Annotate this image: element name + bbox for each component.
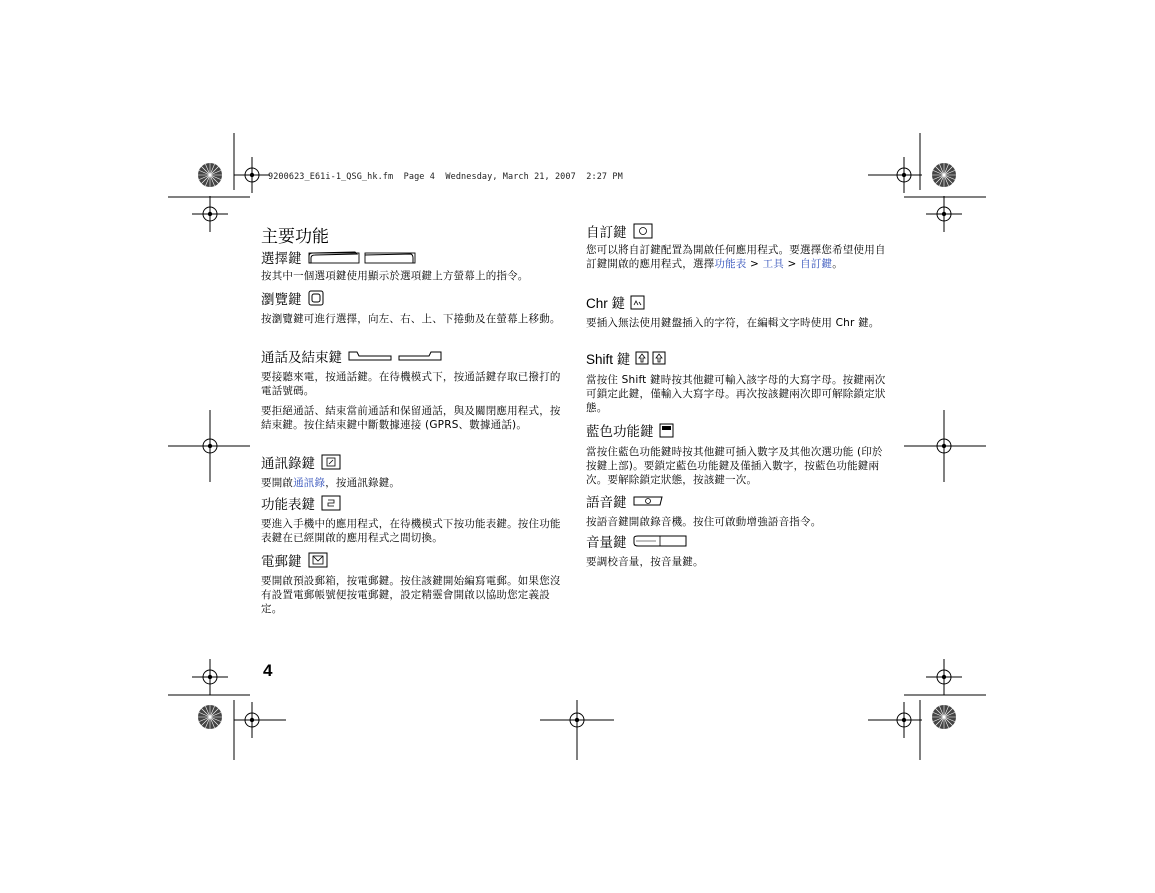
blue-function-key-description: 當按住藍色功能鍵時按其他鍵可插入數字及其他次選功能 (印於按鍵上部)。要鎖定藍色功能鍵及僅插入數字，按藍色功能鍵兩次。要解除鎖定狀態，按該鍵一次。: [586, 446, 883, 486]
selection-keys-description: 按其中一個選項鍵使用顯示於選項鍵上方螢幕上的指令。: [261, 270, 529, 282]
voice-key-icon: [632, 494, 664, 508]
blue-function-key-heading: [586, 420, 675, 440]
registration-cross-icon: [192, 659, 228, 695]
call-end-keys-icon: [347, 349, 445, 363]
blue-function-key-title: 藍色功能鍵: [586, 424, 654, 440]
volume-key-heading: [586, 531, 690, 551]
call-end-keys-heading: [261, 346, 445, 366]
chr-key-icon: [630, 294, 646, 310]
menu-link[interactable]: 功能表: [714, 258, 747, 270]
selection-keys-title: 選擇鍵: [261, 251, 302, 267]
registration-cross-icon: [234, 157, 270, 193]
shift-key-icon: [635, 350, 667, 366]
scroll-key-icon: [307, 290, 325, 306]
scroll-key-heading: [261, 288, 325, 308]
call-key-description: 要接聽來電，按通話鍵。在待機模式下，按通話鍵存取已撥打的電話號碼。: [261, 371, 561, 397]
end-key-description: 要拒絕通話、結束當前通話和保留通話，與及關閉應用程式，按結束鍵。按住結束鍵中斷數據連接 (GPRS、數據通話)。: [261, 405, 561, 431]
shift-key-description: 當按住 Shift 鍵時按其他鍵可輸入該字母的大寫字母。按鍵兩次可鎖定此鍵，僅輸入大寫字母。再次按該鍵兩次即可解除鎖定狀態。: [586, 374, 886, 414]
menu-key-description: 要進入手機中的應用程式，在待機模式下按功能表鍵。按住功能表鍵在已經開啟的應用程式之間切換。: [261, 518, 561, 544]
print-header: 9200623_E61i-1_QSG_hk.fm Page 4 Wednesday, March 21, 2007 2:27 PM: [268, 172, 623, 182]
email-key-title: 電郵鍵: [261, 554, 302, 570]
menu-key-heading: [261, 493, 342, 513]
chr-key-title: Chr 鍵: [586, 296, 626, 311]
menu-key-icon: [320, 495, 342, 511]
voice-key-title: 語音鍵: [586, 495, 627, 511]
email-key-description: 要開啟預設郵箱，按電郵鍵。按住該鍵開始編寫電郵。如果您沒有設置電郵帳號便按電郵鍵，設定精靈會開啟以協助您定義設定。: [261, 575, 561, 615]
scroll-key-description: 按瀏覽鍵可進行選擇，向左、右、上、下捲動及在螢幕上移動。: [261, 313, 561, 325]
shift-key-title: Shift 鍵: [586, 352, 631, 367]
chr-key-heading: [586, 292, 646, 312]
registration-star-icon: [198, 705, 222, 729]
call-end-keys-title: 通話及結束鍵: [261, 350, 342, 366]
registration-cross-icon: [926, 196, 962, 232]
contacts-key-title: 通訊錄鍵: [261, 456, 315, 472]
selection-keys-heading: [261, 247, 419, 267]
own-key-description: 您可以將自訂鍵配置為開啟任何應用程式。要選擇您希望使用自訂鍵開啟的應用程式，選擇功能表 > 工具 > 自訂鍵。: [586, 244, 886, 270]
contacts-link[interactable]: 通訊錄: [293, 477, 326, 489]
registration-cross-icon: [192, 196, 228, 232]
blue-function-key-icon: [659, 422, 675, 438]
contacts-key-heading: [261, 452, 342, 472]
email-key-icon: [307, 552, 329, 568]
email-key-heading: [261, 550, 329, 570]
own-key-icon: [632, 223, 654, 239]
shift-key-heading: [586, 348, 667, 368]
volume-key-icon: [632, 534, 690, 548]
contacts-key-icon: [320, 454, 342, 470]
volume-key-title: 音量鍵: [586, 535, 627, 551]
registration-star-icon: [198, 163, 222, 187]
own-key-link[interactable]: 自訂鍵: [800, 258, 833, 270]
contacts-key-description: 要開啟通訊錄，按通訊錄鍵。: [261, 477, 401, 489]
voice-key-heading: [586, 491, 664, 511]
tools-link[interactable]: 工具: [762, 258, 784, 270]
page-number: 4: [263, 661, 273, 680]
selection-keys-icon: [307, 249, 419, 265]
page-title: 主要功能: [261, 227, 329, 247]
volume-key-description: 要調校音量，按音量鍵。: [586, 556, 704, 568]
own-key-title: 自訂鍵: [586, 225, 627, 241]
menu-key-title: 功能表鍵: [261, 497, 315, 513]
own-key-heading: [586, 221, 654, 241]
scroll-key-title: 瀏覽鍵: [261, 292, 302, 308]
registration-cross-icon: [926, 659, 962, 695]
registration-star-icon: [932, 163, 956, 187]
registration-star-icon: [932, 705, 956, 729]
voice-key-description: 按語音鍵開啟錄音機。按住可啟動增強語音指令。: [586, 516, 822, 528]
chr-key-description: 要插入無法使用鍵盤插入的字符，在編輯文字時使用 Chr 鍵。: [586, 317, 880, 329]
